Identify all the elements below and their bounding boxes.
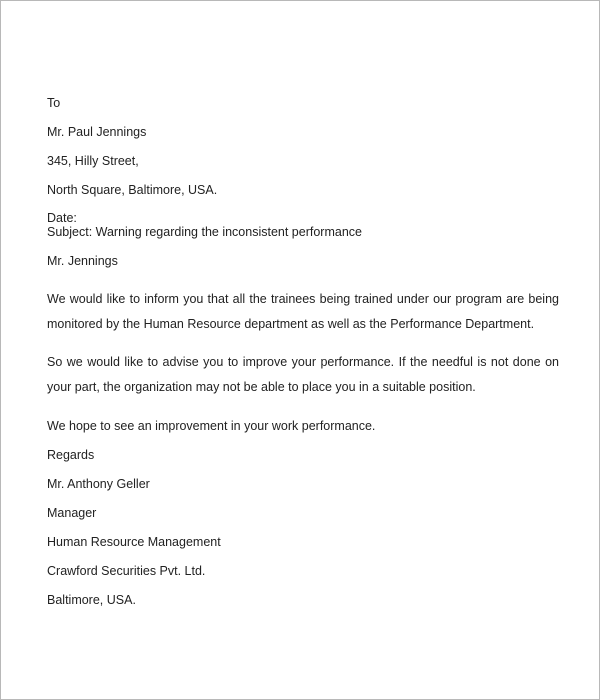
body-paragraph: We would like to inform you that all the trainees being trained under our program are being monitored by the Human Resource department as well as the Performance Department.	[47, 292, 559, 331]
salutation: Mr. Jennings	[47, 254, 118, 268]
sender-city: Baltimore, USA.	[47, 593, 136, 607]
recipient-name: Mr. Paul Jennings	[47, 125, 147, 139]
body-paragraph: We hope to see an improvement in your work performance.	[47, 419, 376, 433]
sender-name: Mr. Anthony Geller	[47, 477, 150, 491]
sender-company: Crawford Securities Pvt. Ltd.	[47, 564, 206, 578]
body-paragraph: So we would like to advise you to improve your performance. If the needful is not done on your part, the organization may not be able to place you in a suitable position.	[47, 355, 559, 394]
sender-department: Human Resource Management	[47, 535, 221, 549]
sender-title: Manager	[47, 506, 97, 520]
date-label: Date:	[47, 211, 77, 225]
recipient-address-line1: 345, Hilly Street,	[47, 154, 139, 168]
closing: Regards	[47, 448, 95, 462]
to-label: To	[47, 96, 61, 110]
subject-line: Subject: Warning regarding the inconsistent performance	[47, 225, 362, 239]
recipient-address-line2: North Square, Baltimore, USA.	[47, 183, 218, 197]
